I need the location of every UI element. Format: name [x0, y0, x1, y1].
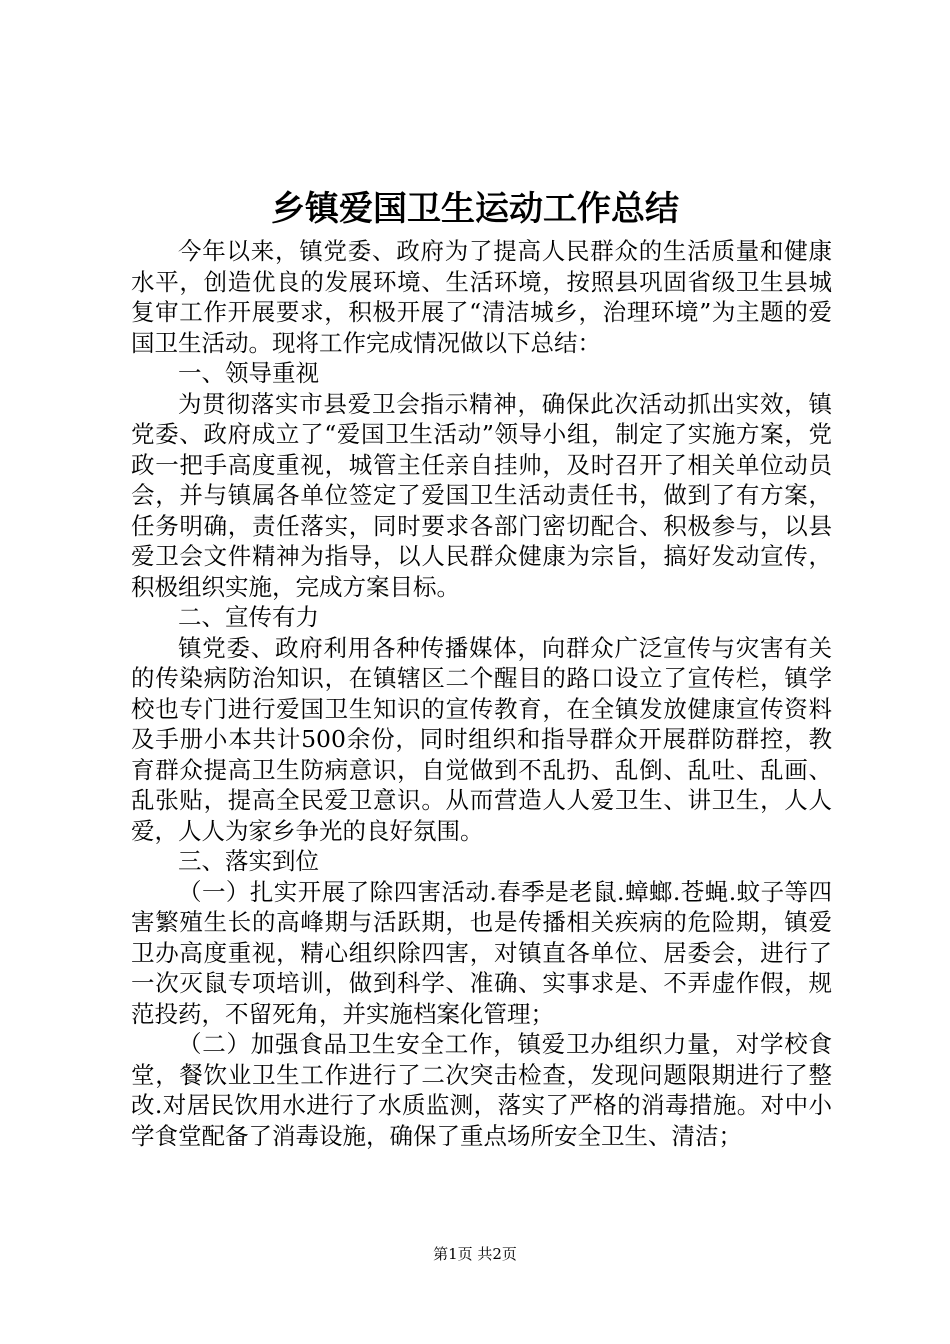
paragraph-intro: 今年以来，镇党委、政府为了提高人民群众的生活质量和健康水平，创造优良的发展环境、生活环境，按照县巩固省级卫生县城复审工作开展要求，积极开展了“清洁城乡，治理环境”为主题的爱国卫生活动。现将工作完成情况做以下总结：: [131, 237, 832, 357]
document-title: 乡镇爱国卫生运动工作总结: [271, 189, 679, 229]
paragraph-publicity: 镇党委、政府利用各种传播媒体，向群众广泛宣传与灾害有关的传染病防治知识，在镇辖区二个醒目的路口设立了宣传栏，镇学校也专门进行爱国卫生知识的宣传教育，在全镇发放健康宣传资料及手册小本共计500余份，同时组织和指导群众开展群防群控，教育群众提高卫生防病意识，自觉做到不乱扔、乱倒、乱吐、乱画、乱张贴，提高全民爱卫意识。从而营造人人爱卫生、讲卫生，人人爱，人人为家乡争光的良好氛围。: [131, 633, 832, 845]
paragraph-food-safety: （二）加强食品卫生安全工作，镇爱卫办组织力量，对学校食堂，餐饮业卫生工作进行了二次突击检查，发现问题限期进行了整改.对居民饮用水进行了水质监测，落实了严格的消毒措施。对中小学食堂配备了消毒设施，确保了重点场所安全卫生、清洁；: [131, 1030, 832, 1150]
paragraph-pest-control: （一）扎实开展了除四害活动.春季是老鼠.蟑螂.苍蝇.蚊子等四害繁殖生长的高峰期与活跃期，也是传播相关疾病的危险期，镇爱卫办高度重视，精心组织除四害，对镇直各单位、居委会，进行了一次灭鼠专项培训，做到科学、准确、实事求是、不弄虚作假，规范投药，不留死角，并实施档案化管理；: [131, 877, 832, 1028]
section-heading-2: 二、宣传有力: [178, 603, 319, 631]
document-body: [131, 236, 832, 1151]
section-heading-3: 三、落实到位: [178, 847, 319, 875]
paragraph-leadership: 为贯彻落实市县爱卫会指示精神，确保此次活动抓出实效，镇党委、政府成立了“爱国卫生活动”领导小组，制定了实施方案，党政一把手高度重视，城管主任亲自挂帅，及时召开了相关单位动员会，并与镇属各单位签定了爱国卫生活动责任书，做到了有方案，任务明确，责任落实，同时要求各部门密切配合、积极参与，以县爱卫会文件精神为指导，以人民群众健康为宗旨，搞好发动宣传，积极组织实施，完成方案目标。: [131, 389, 832, 601]
page-number-footer: 第1页 共2页: [433, 1245, 517, 1263]
section-heading-1: 一、领导重视: [178, 359, 319, 387]
